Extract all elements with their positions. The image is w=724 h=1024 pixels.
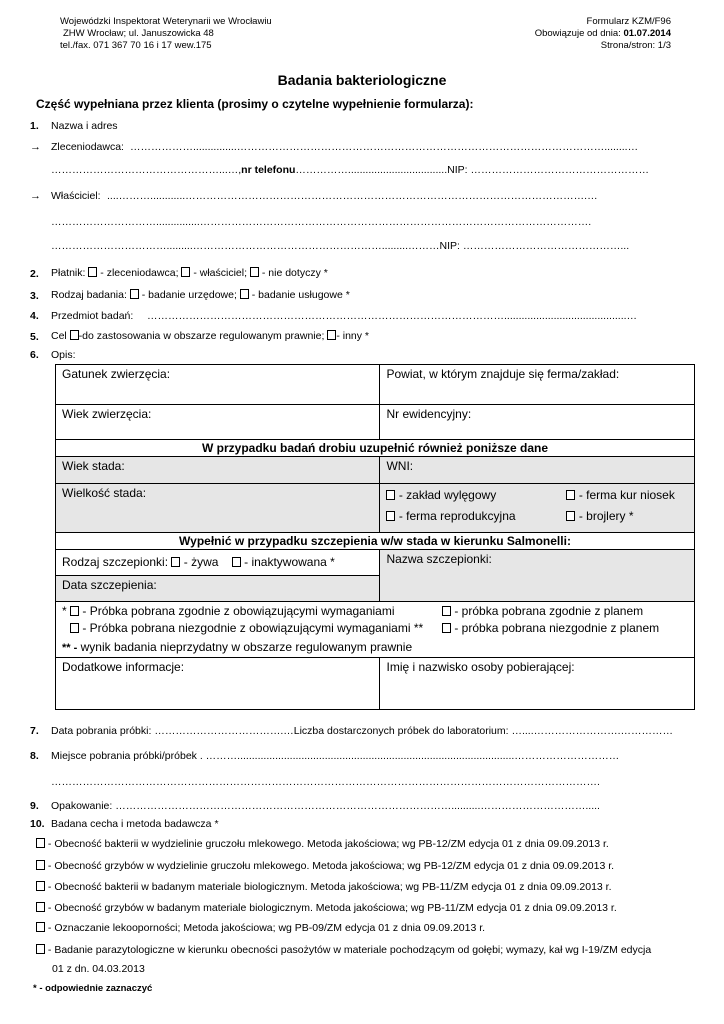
sample-count-label: Liczba dostarczonych próbek do laboratorium:	[293, 725, 509, 737]
method-4-label: - Obecność grzybów w badanym materiale biologicznym. Metoda jakościowa; wg PB-11/ZM edycja 01 z dnia 09.09.2013 r.	[47, 902, 617, 914]
sampler-name-cell[interactable]	[380, 658, 695, 710]
page-number: Strona/stron: 1/3	[600, 40, 671, 51]
layer-farm-checkbox[interactable]	[566, 490, 575, 500]
vaccine-name-cell[interactable]	[380, 550, 695, 602]
registration-label: Nr ewidencyjny:	[386, 407, 472, 421]
inactivated-vaccine-label: - inaktywowana *	[244, 555, 335, 569]
sample-compliant-checkbox[interactable]	[70, 606, 79, 616]
official-exam-label: - badanie urzędowe;	[141, 289, 237, 301]
s1-number: 1.	[30, 120, 39, 132]
sampling-date-row	[51, 725, 673, 737]
method-item-3	[36, 881, 612, 893]
description-table	[55, 364, 695, 710]
packaging-label: Opakowanie:	[51, 800, 113, 812]
sampling-date-field[interactable]: ……………………………….…	[154, 725, 294, 737]
breeder-farm-label: - ferma reprodukcyjna	[398, 509, 516, 523]
method-1-checkbox[interactable]	[36, 838, 45, 848]
flock-age-label: Wiek stada:	[62, 459, 125, 473]
payer-label: Płatnik:	[51, 267, 86, 279]
phone-label: nr telefonu	[241, 164, 296, 176]
payer-owner-label: - właściciel;	[193, 267, 248, 279]
exam-type-row	[51, 289, 350, 301]
exam-type-label: Rodzaj badania:	[51, 289, 127, 301]
method-6-checkbox[interactable]	[36, 944, 45, 954]
subject-label: Przedmiot badań:	[51, 310, 134, 322]
vaccine-name-label: Nazwa szczepionki:	[386, 552, 492, 566]
district-label: Powiat, w którym znajduje się ferma/zakład:	[386, 367, 620, 381]
method-3-label: - Obecność bakterii w badanym materiale biologicznym. Metoda jakościowa; wg PB-11/ZM edycja 01 z dnia 09.09.2013 r.	[47, 881, 612, 893]
packaging-field[interactable]: ……………………………………………………………………………………..........………………………….....	[115, 800, 600, 812]
wlasciciel-line3	[51, 240, 629, 252]
s4-number: 4.	[30, 310, 39, 322]
org-name: Wojewódzki Inspektorat Weterynarii we Wrocławiu	[60, 16, 272, 27]
wlasciciel-line3-dots[interactable]: …………………………….........……………………………………………….........………	[51, 240, 440, 252]
additional-info-label: Dodatkowe informacje:	[62, 660, 185, 674]
vaccination-date-label: Data szczepienia:	[62, 578, 157, 592]
zleceniodawca-line2	[51, 164, 649, 176]
method-5-label: - Oznaczanie lekooporności; Metoda jakościowa; wg PB-09/ZM edycja 01 z dnia 09.09.2013 r.	[47, 922, 486, 934]
s6-number: 6.	[30, 349, 39, 361]
client-part-heading: Część wypełniana przez klienta (prosimy o czytelne wypełnienie formularza):	[36, 97, 474, 111]
s2-number: 2.	[30, 268, 39, 280]
method-item-5	[36, 922, 485, 934]
sample-noncompliant-label: - Próbka pobrana niezgodnie z obowiązującymi wymaganiami **	[82, 621, 424, 635]
sampling-date-label: Data pobrania próbki:	[51, 725, 152, 737]
valid-from	[535, 28, 671, 40]
regulated-label: -do zastosowania w obszarze regulowanym prawnie;	[78, 330, 325, 342]
valid-from-label: Obowiązuje od dnia:	[534, 28, 621, 39]
plan-compliant-label: - próbka pobrana zgodnie z planem	[454, 604, 644, 618]
sampler-name-label: Imię i nazwisko osoby pobierającej:	[386, 660, 575, 674]
service-exam-label: - badanie usługowe *	[251, 289, 350, 301]
farm-type-cell	[380, 484, 695, 533]
hatchery-label: - zakład wylęgowy	[398, 488, 497, 502]
service-exam-checkbox[interactable]	[240, 289, 249, 299]
live-vaccine-label: - żywa	[183, 555, 219, 569]
nip-field[interactable]: ……………………………………………	[470, 164, 649, 176]
subject-field[interactable]: …………………………………………………………………………………………..........................................…	[147, 310, 638, 322]
payer-client-checkbox[interactable]	[88, 267, 97, 277]
method-3-checkbox[interactable]	[36, 881, 45, 891]
sampling-place-field[interactable]: ………...............................................................................................…………………………	[205, 750, 620, 762]
method-2-label: - Obecność grzybów w wydzielinie gruczołu mlekowego. Metoda jakościowa; wg PB-12/ZM edycja 01 z dnia 09.09.2013 r.	[47, 860, 615, 872]
s7-number: 7.	[30, 725, 39, 737]
phone-field[interactable]: ……………..................................	[295, 164, 448, 176]
sample-compliant-label: - Próbka pobrana zgodnie z obowiązującymi wymaganiami	[82, 604, 395, 618]
s8-number: 8.	[30, 750, 39, 762]
other-purpose-checkbox[interactable]	[327, 330, 336, 340]
method-6-continuation: 01 z dn. 04.03.2013	[52, 963, 145, 975]
s10-number: 10.	[30, 818, 45, 830]
live-vaccine-checkbox[interactable]	[171, 557, 180, 567]
zleceniodawca-field[interactable]: ………………...............……………………………………………………………………………………………........…	[130, 141, 639, 153]
method-heading: Badana cecha i metoda badawcza *	[51, 818, 219, 830]
payer-na-checkbox[interactable]	[250, 267, 259, 277]
method-item-4	[36, 902, 617, 914]
purpose-label: Cel	[51, 330, 67, 342]
s3-number: 3.	[30, 290, 39, 302]
broilers-checkbox[interactable]	[566, 511, 575, 521]
footnote: * - odpowiednie zaznaczyć	[33, 983, 153, 994]
nip2-label: NIP:	[439, 240, 460, 252]
s9-number: 9.	[30, 800, 39, 812]
species-label: Gatunek zwierzęcia:	[62, 367, 171, 381]
payer-owner-checkbox[interactable]	[181, 267, 190, 277]
plan-noncompliant-label: - próbka pobrana niezgodnie z planem	[454, 621, 660, 635]
method-4-checkbox[interactable]	[36, 902, 45, 912]
salmonella-banner: Wypełnić w przypadku szczepienia w/w stada w kierunku Salmonelli:	[56, 533, 695, 550]
s1-label: Nazwa i adres	[51, 120, 118, 132]
method-5-checkbox[interactable]	[36, 922, 45, 932]
broilers-label: - brojlery	[578, 509, 626, 523]
method-2-checkbox[interactable]	[36, 860, 45, 870]
inactivated-vaccine-checkbox[interactable]	[232, 557, 241, 567]
s5-number: 5.	[30, 331, 39, 343]
wlasciciel-label: Właściciel:	[51, 190, 101, 202]
method-item-1	[36, 838, 609, 850]
flock-size-label: Wielkość stada:	[62, 486, 147, 500]
org-phone: tel./fax. 071 367 70 16 i 17 wew.175	[60, 40, 212, 51]
method-1-label: - Obecność bakterii w wydzielinie gruczołu mlekowego. Metoda jakościowa; wg PB-12/ZM edycja 01 z dnia 09.09.2013 r.	[47, 838, 609, 850]
arrow-icon: →	[30, 141, 41, 153]
method-item-2	[36, 860, 614, 872]
registration-cell[interactable]	[380, 405, 695, 440]
payer-client-label: - zleceniodawca;	[100, 267, 179, 279]
plan-compliant-checkbox[interactable]	[442, 606, 451, 616]
compliance-star: *	[62, 604, 67, 618]
method-item-6	[36, 944, 651, 956]
animal-age-cell[interactable]	[56, 405, 380, 440]
broilers-star: *	[628, 509, 634, 523]
other-purpose-label: - inny *	[336, 330, 370, 342]
wni-label: WNI:	[386, 459, 414, 473]
flock-age-cell[interactable]	[56, 457, 380, 484]
form-code: Formularz KZM/F96	[586, 16, 671, 27]
valid-from-date: 01.07.2014	[623, 28, 671, 39]
plan-noncompliant-checkbox[interactable]	[442, 623, 451, 633]
arrow-icon: →	[30, 190, 41, 202]
animal-age-label: Wiek zwierzęcia:	[62, 407, 152, 421]
zleceniodawca-line2-dots[interactable]: …………………………………………...…,	[51, 164, 242, 176]
wlasciciel-line2[interactable]: …………………………...............………………………………………………………………………………………………….	[51, 216, 592, 228]
page-title: Badania bakteriologiczne	[277, 72, 447, 88]
species-cell[interactable]	[56, 365, 380, 405]
poultry-banner: W przypadku badań drobiu uzupełnić również poniższe dane	[56, 440, 695, 457]
vaccine-type-cell	[56, 550, 380, 576]
breeder-farm-checkbox[interactable]	[386, 511, 395, 521]
wni-cell[interactable]	[380, 457, 695, 484]
method-6-label: - Badanie parazytologiczne w kierunku obecności pasożytów w materiale pochodzącym od gołębi; wymazy, kał wg I-19/ZM edycja	[47, 944, 652, 956]
regulated-checkbox[interactable]	[70, 330, 79, 340]
org-address: ZHW Wrocław; ul. Januszowicka 48	[63, 28, 214, 39]
zleceniodawca-label: Zleceniodawca:	[51, 141, 124, 153]
purpose-row	[51, 330, 369, 342]
vaccination-date-cell[interactable]	[56, 576, 380, 602]
payer-row	[51, 267, 328, 279]
vaccine-type-label: Rodzaj szczepionki:	[62, 555, 169, 569]
sampling-place-line2[interactable]: ………………………………………………………………………………………………………………………………………….	[51, 776, 600, 788]
flock-size-cell[interactable]	[56, 484, 380, 533]
sample-count-field[interactable]: …....…………………….……………	[511, 725, 674, 737]
sample-noncompliant-checkbox[interactable]	[70, 623, 79, 633]
result-note: wynik badania nieprzydatny w obszarze regulowanym prawnie	[80, 640, 413, 654]
district-cell[interactable]	[380, 365, 695, 405]
layer-farm-label: - ferma kur niosek	[578, 488, 675, 502]
packaging-row	[51, 800, 695, 812]
official-exam-checkbox[interactable]	[130, 289, 139, 299]
payer-na-label: - nie dotyczy *	[261, 267, 328, 279]
wlasciciel-field[interactable]: ....………............…………………………………………………………………………………………………….…	[107, 190, 598, 202]
nip-label: NIP:	[447, 164, 468, 176]
additional-info-cell[interactable]	[56, 658, 380, 710]
sample-compliance-cell	[56, 602, 695, 658]
sampling-place-row	[51, 750, 691, 762]
hatchery-checkbox[interactable]	[386, 490, 395, 500]
sampling-place-label: Miejsce pobrania próbki/próbek .	[51, 750, 203, 762]
double-star: ** -	[62, 642, 78, 654]
nip2-field[interactable]: ………………………………………...	[462, 240, 630, 252]
description-label: Opis:	[51, 349, 76, 361]
